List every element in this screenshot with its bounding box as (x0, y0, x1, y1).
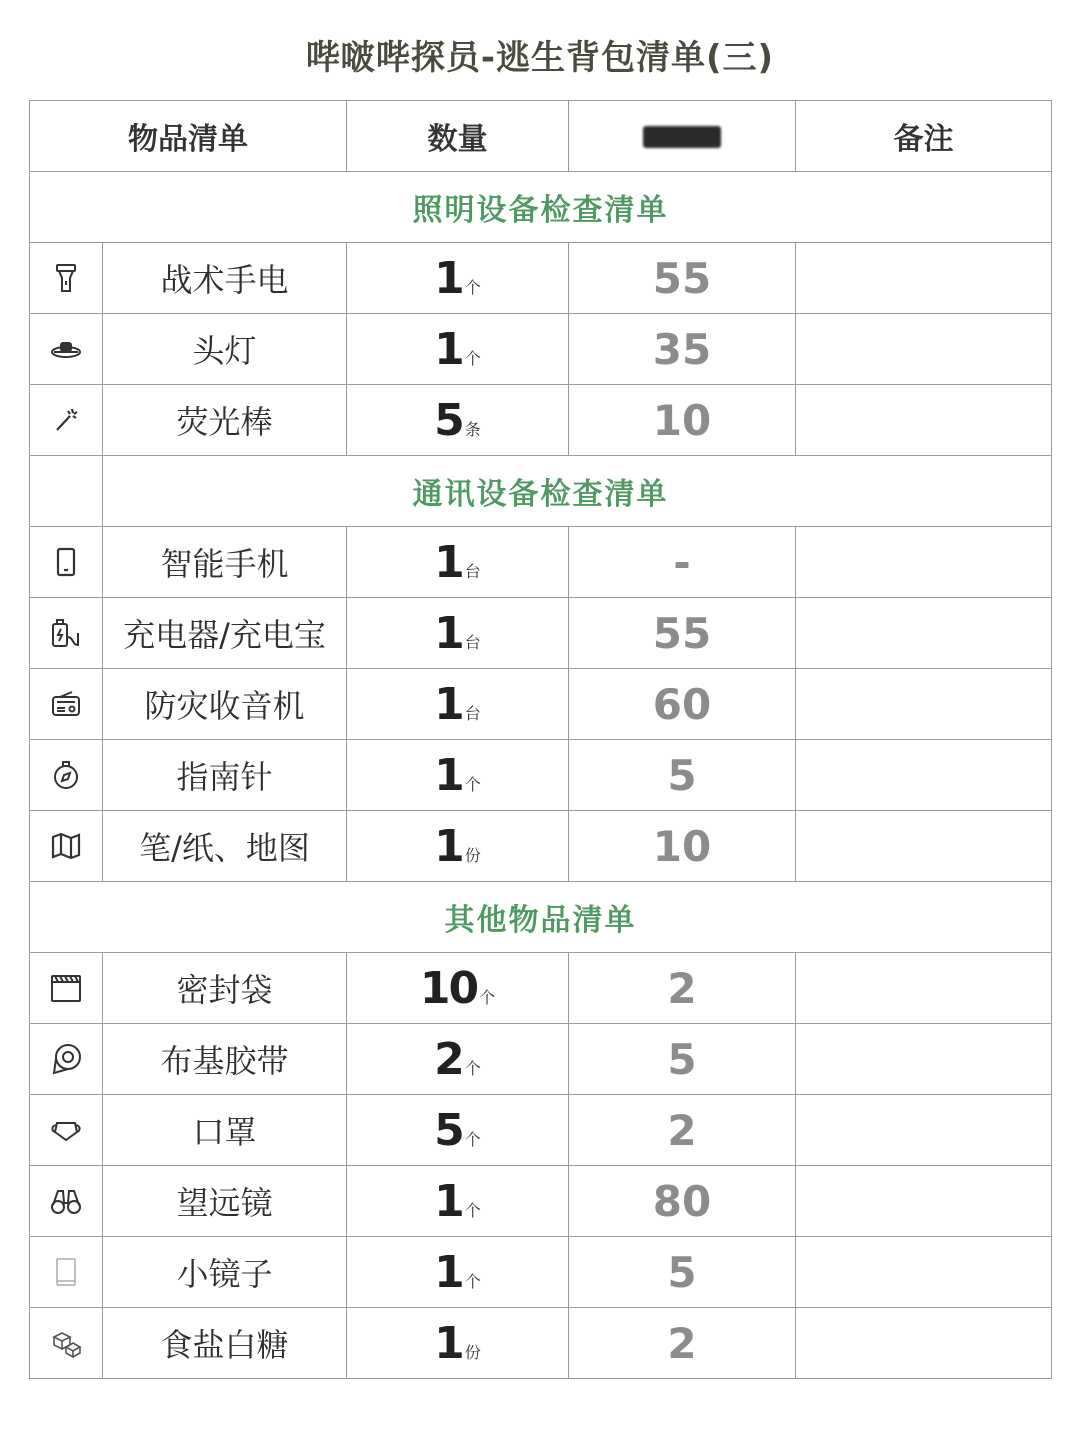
item-name: 防灾收音机 (103, 669, 347, 740)
section-row (30, 456, 1052, 527)
item-note (796, 1095, 1052, 1166)
item-quantity (347, 314, 569, 385)
quantity-number: 1 (434, 1246, 463, 1298)
checklist-table (29, 100, 1052, 1379)
header-item: 物品清单 (30, 101, 347, 172)
item-name: 智能手机 (103, 527, 347, 598)
charger-icon (30, 598, 103, 669)
item-note (796, 811, 1052, 882)
quantity-unit: 个 (464, 1200, 481, 1220)
quantity-number: 1 (434, 820, 463, 872)
item-quantity (347, 1024, 569, 1095)
item-quantity (347, 598, 569, 669)
item-note (796, 953, 1052, 1024)
table-row (30, 598, 1052, 669)
item-name: 小镜子 (103, 1237, 347, 1308)
section-title: 照明设备检查清单 (30, 172, 1052, 243)
header-note: 备注 (796, 101, 1052, 172)
mask-icon (30, 1095, 103, 1166)
section-row (30, 172, 1052, 243)
item-quantity (347, 243, 569, 314)
item-price: - (569, 527, 796, 598)
item-price: 5 (569, 1237, 796, 1308)
quantity-number: 1 (434, 1317, 463, 1369)
quantity-number: 1 (434, 678, 463, 730)
table-row (30, 740, 1052, 811)
item-note (796, 669, 1052, 740)
quantity-number: 1 (434, 536, 463, 588)
item-price: 60 (569, 669, 796, 740)
item-quantity (347, 1166, 569, 1237)
quantity-unit: 台 (464, 561, 481, 581)
table-row (30, 953, 1052, 1024)
item-name: 布基胶带 (103, 1024, 347, 1095)
quantity-unit: 个 (479, 987, 496, 1007)
item-note (796, 598, 1052, 669)
item-quantity (347, 953, 569, 1024)
item-name: 充电器/充电宝 (103, 598, 347, 669)
table-row (30, 811, 1052, 882)
item-price: 55 (569, 598, 796, 669)
table-row (30, 1237, 1052, 1308)
smartphone-icon (30, 527, 103, 598)
item-price: 55 (569, 243, 796, 314)
redacted-header-label (643, 126, 721, 148)
item-price: 80 (569, 1166, 796, 1237)
table-row (30, 1166, 1052, 1237)
quantity-number: 5 (434, 394, 463, 446)
item-price: 10 (569, 811, 796, 882)
item-price: 2 (569, 953, 796, 1024)
quantity-unit: 个 (464, 1058, 481, 1078)
salt-sugar-icon (30, 1308, 103, 1379)
section-title: 通讯设备检查清单 (103, 456, 1052, 527)
table-row (30, 1308, 1052, 1379)
radio-icon (30, 669, 103, 740)
quantity-number: 1 (434, 607, 463, 659)
item-note (796, 1308, 1052, 1379)
item-name: 指南针 (103, 740, 347, 811)
item-name: 头灯 (103, 314, 347, 385)
header-price (569, 101, 796, 172)
quantity-number: 10 (419, 962, 478, 1014)
item-name: 密封袋 (103, 953, 347, 1024)
page-title: 哔啵哔探员-逃生背包清单(三) (305, 38, 775, 78)
table-row (30, 527, 1052, 598)
quantity-unit: 台 (464, 632, 481, 652)
quantity-unit: 份 (464, 1342, 481, 1362)
tape-icon (30, 1024, 103, 1095)
item-quantity (347, 1095, 569, 1166)
quantity-unit: 个 (464, 348, 481, 368)
item-quantity (347, 527, 569, 598)
item-quantity (347, 385, 569, 456)
section-title: 其他物品清单 (30, 882, 1052, 953)
item-note (796, 1024, 1052, 1095)
item-name: 笔/纸、地图 (103, 811, 347, 882)
item-quantity (347, 811, 569, 882)
item-note (796, 1166, 1052, 1237)
item-note (796, 314, 1052, 385)
quantity-unit: 台 (464, 703, 481, 723)
table-row (30, 385, 1052, 456)
item-price: 10 (569, 385, 796, 456)
quantity-number: 1 (434, 252, 463, 304)
item-name: 食盐白糖 (103, 1308, 347, 1379)
quantity-unit: 份 (464, 845, 481, 865)
item-name: 望远镜 (103, 1166, 347, 1237)
header-qty: 数量 (347, 101, 569, 172)
item-quantity (347, 740, 569, 811)
ziplock-bag-icon (30, 953, 103, 1024)
glowstick-icon (30, 385, 103, 456)
compass-icon (30, 740, 103, 811)
quantity-unit: 个 (464, 277, 481, 297)
item-price: 2 (569, 1308, 796, 1379)
quantity-unit: 条 (464, 419, 481, 439)
section-row (30, 882, 1052, 953)
map-icon (30, 811, 103, 882)
item-quantity (347, 1237, 569, 1308)
item-note (796, 243, 1052, 314)
quantity-number: 1 (434, 323, 463, 375)
quantity-unit: 个 (464, 774, 481, 794)
headlamp-icon (30, 314, 103, 385)
item-quantity (347, 669, 569, 740)
quantity-unit: 个 (464, 1129, 481, 1149)
flashlight-icon (30, 243, 103, 314)
quantity-unit: 个 (464, 1271, 481, 1291)
quantity-number: 1 (434, 1175, 463, 1227)
table-row (30, 669, 1052, 740)
mirror-icon (30, 1237, 103, 1308)
item-note (796, 385, 1052, 456)
item-quantity (347, 1308, 569, 1379)
item-price: 2 (569, 1095, 796, 1166)
item-price: 35 (569, 314, 796, 385)
table-row (30, 1095, 1052, 1166)
table-row (30, 243, 1052, 314)
table-row (30, 1024, 1052, 1095)
item-price: 5 (569, 1024, 796, 1095)
binoculars-icon (30, 1166, 103, 1237)
item-note (796, 740, 1052, 811)
item-note (796, 1237, 1052, 1308)
header-row (30, 101, 1052, 172)
quantity-number: 5 (434, 1104, 463, 1156)
item-name: 荧光棒 (103, 385, 347, 456)
quantity-number: 2 (434, 1033, 463, 1085)
table-row (30, 314, 1052, 385)
item-price: 5 (569, 740, 796, 811)
item-note (796, 527, 1052, 598)
section-blank-cell (30, 456, 103, 527)
item-name: 战术手电 (103, 243, 347, 314)
item-name: 口罩 (103, 1095, 347, 1166)
quantity-number: 1 (434, 749, 463, 801)
